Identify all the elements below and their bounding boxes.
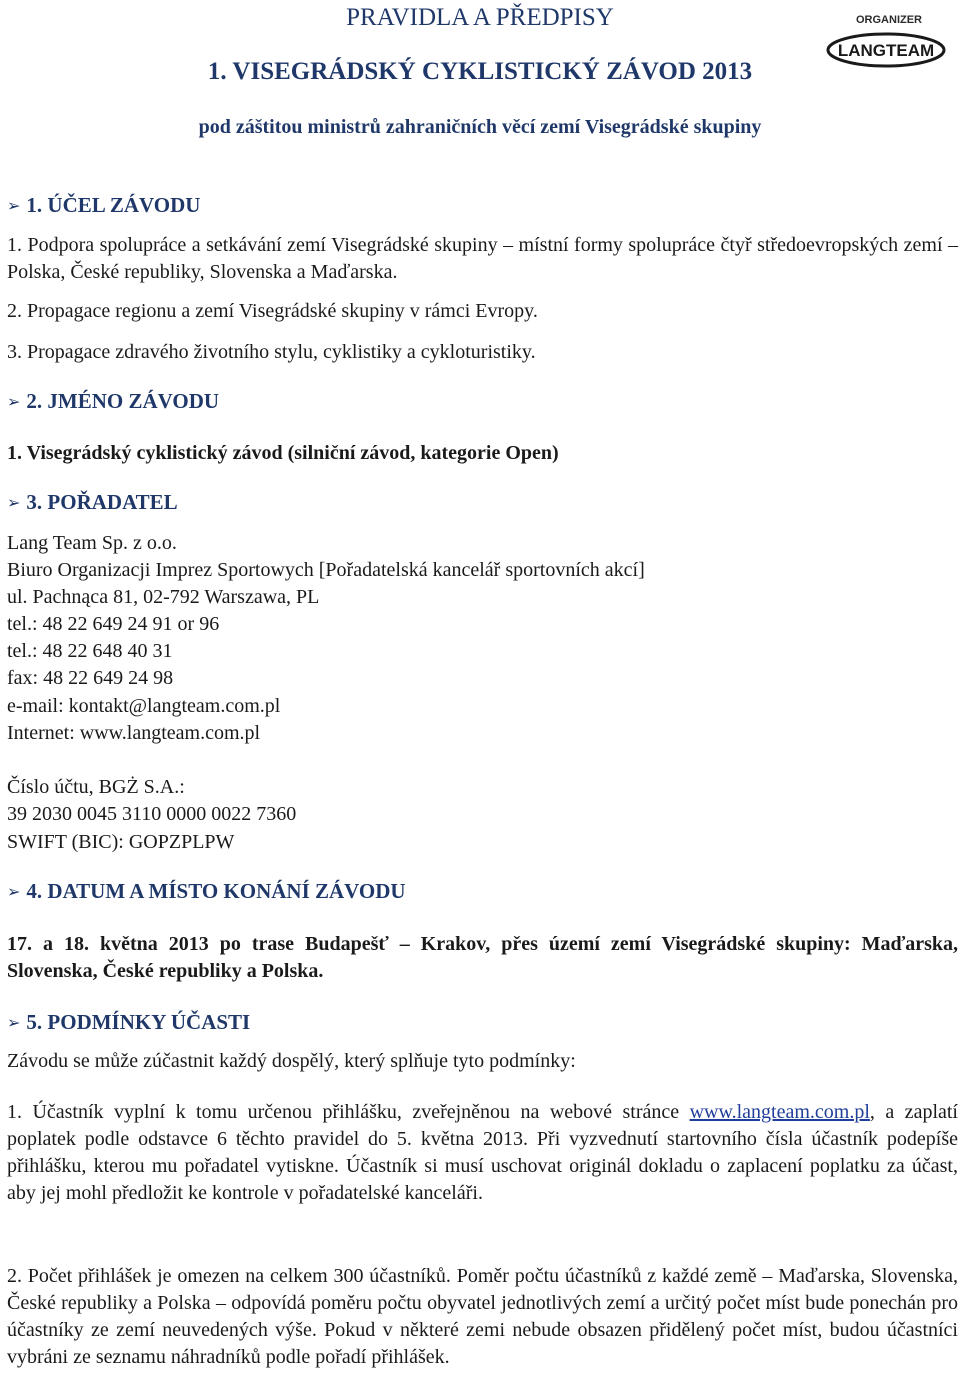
- organizer-fax: fax: 48 22 649 24 98: [7, 667, 174, 689]
- organizer-line: Biuro Organizacji Imprez Sportowych [Pořadatelská kancelář sportovních akcí]: [7, 559, 645, 581]
- section-heading-purpose: ➢ 1. ÚČEL ZÁVODU: [7, 193, 201, 217]
- logo-organizer-text: ORGANIZER: [856, 14, 922, 26]
- arrow-bullet-icon: ➢: [7, 1015, 21, 1032]
- bank-account-number: 39 2030 0045 3110 0000 0022 7360: [7, 803, 297, 825]
- arrow-bullet-icon: ➢: [7, 394, 21, 411]
- organizer-logo-icon: [826, 8, 950, 70]
- conditions-intro: Závodu se může zúčastnit každý dospělý, který splňuje tyto podmínky:: [7, 1050, 576, 1072]
- organizer-line: Lang Team Sp. z o.o.: [7, 532, 177, 554]
- event-title: 1. VISEGRÁDSKÝ CYKLISTICKÝ ZÁVOD 2013: [207, 58, 753, 85]
- purpose-item-1: 1. Podpora spolupráce a setkávání zemí Visegrádské skupiny – místní formy spolupráce čtyř středoevropských zemí – Polska, České republiky, Slovenska a Maďarska.: [7, 234, 958, 283]
- organizer-address: ul. Pachnąca 81, 02-792 Warszawa, PL: [7, 586, 320, 608]
- organizer-phone: tel.: 48 22 648 40 31: [7, 640, 173, 662]
- swift-code: SWIFT (BIC): GOPZPLPW: [7, 831, 235, 853]
- organizer-website: Internet: www.langteam.com.pl: [7, 722, 261, 744]
- langteam-website-link[interactable]: www.langteam.com.pl: [689, 1101, 870, 1123]
- condition-paragraph-2: 2. Počet přihlášek je omezen na celkem 300 účastníků. Poměr počtu účastníků z každé země – Maďarska, Slovenska, České republiky a Polska – odpovídá poměru počtu obyvatel jednotlivých zemí a určitý počet míst bude ponechán pro účastníky ze zemí neuvedených výše. Pokud v některé zemi nebude obsazen přidělený počet míst, budou účastníci vybráni ze seznamu náhradníků podle pořadí přihlášek.: [7, 1265, 958, 1368]
- patronage-subtitle: pod záštitou ministrů zahraničních věcí zemí Visegrádské skupiny: [198, 116, 762, 138]
- langteam-logo: [826, 8, 950, 70]
- section-heading-date-place: ➢ 4. DATUM A MÍSTO KONÁNÍ ZÁVODU: [7, 879, 406, 903]
- arrow-bullet-icon: ➢: [7, 198, 21, 215]
- section-heading-conditions: ➢ 5. PODMÍNKY ÚČASTI: [7, 1010, 251, 1034]
- section-heading-name: ➢ 2. JMÉNO ZÁVODU: [7, 389, 220, 413]
- arrow-bullet-icon: ➢: [7, 884, 21, 901]
- document-title: PRAVIDLA A PŘEDPISY: [346, 4, 614, 31]
- bank-account-label: Číslo účtu, BGŻ S.A.:: [7, 776, 185, 798]
- purpose-item-3: 3. Propagace zdravého životního stylu, cyklistiky a cykloturistiky.: [7, 341, 536, 363]
- condition-paragraph-1: 1. Účastník vyplní k tomu určenou přihlášku, zveřejněnou na webové stránce www.langteam.com.pl, a zaplatí poplatek podle odstavce 6 těchto pravidel do 5. května 2013. Při vyzvednutí startovního čísla účastník podepíše přihlášku, kterou mu pořadatel vytiskne. Účastník si musí uschovat originál dokladu o zaplacení poplatku za účast, aby jej mohl předložit ke kontrole v pořadatelské kanceláři.: [7, 1101, 958, 1204]
- arrow-bullet-icon: ➢: [7, 495, 21, 512]
- purpose-item-2: 2. Propagace regionu a zemí Visegrádské skupiny v rámci Evropy.: [7, 300, 538, 322]
- organizer-email: e-mail: kontakt@langteam.com.pl: [7, 695, 281, 717]
- section-heading-organizer: ➢ 3. POŘADATEL: [7, 490, 178, 514]
- logo-brand-text: LANGTEAM: [837, 41, 935, 60]
- organizer-phone: tel.: 48 22 649 24 91 or 96: [7, 613, 220, 635]
- race-name: 1. Visegrádský cyklistický závod (silniční závod, kategorie Open): [7, 442, 559, 464]
- date-place-text: 17. a 18. května 2013 po trase Budapešť – Krakov, přes území zemí Visegrádské skupiny: Maďarska, Slovenska, České republiky a Polska.: [7, 933, 958, 982]
